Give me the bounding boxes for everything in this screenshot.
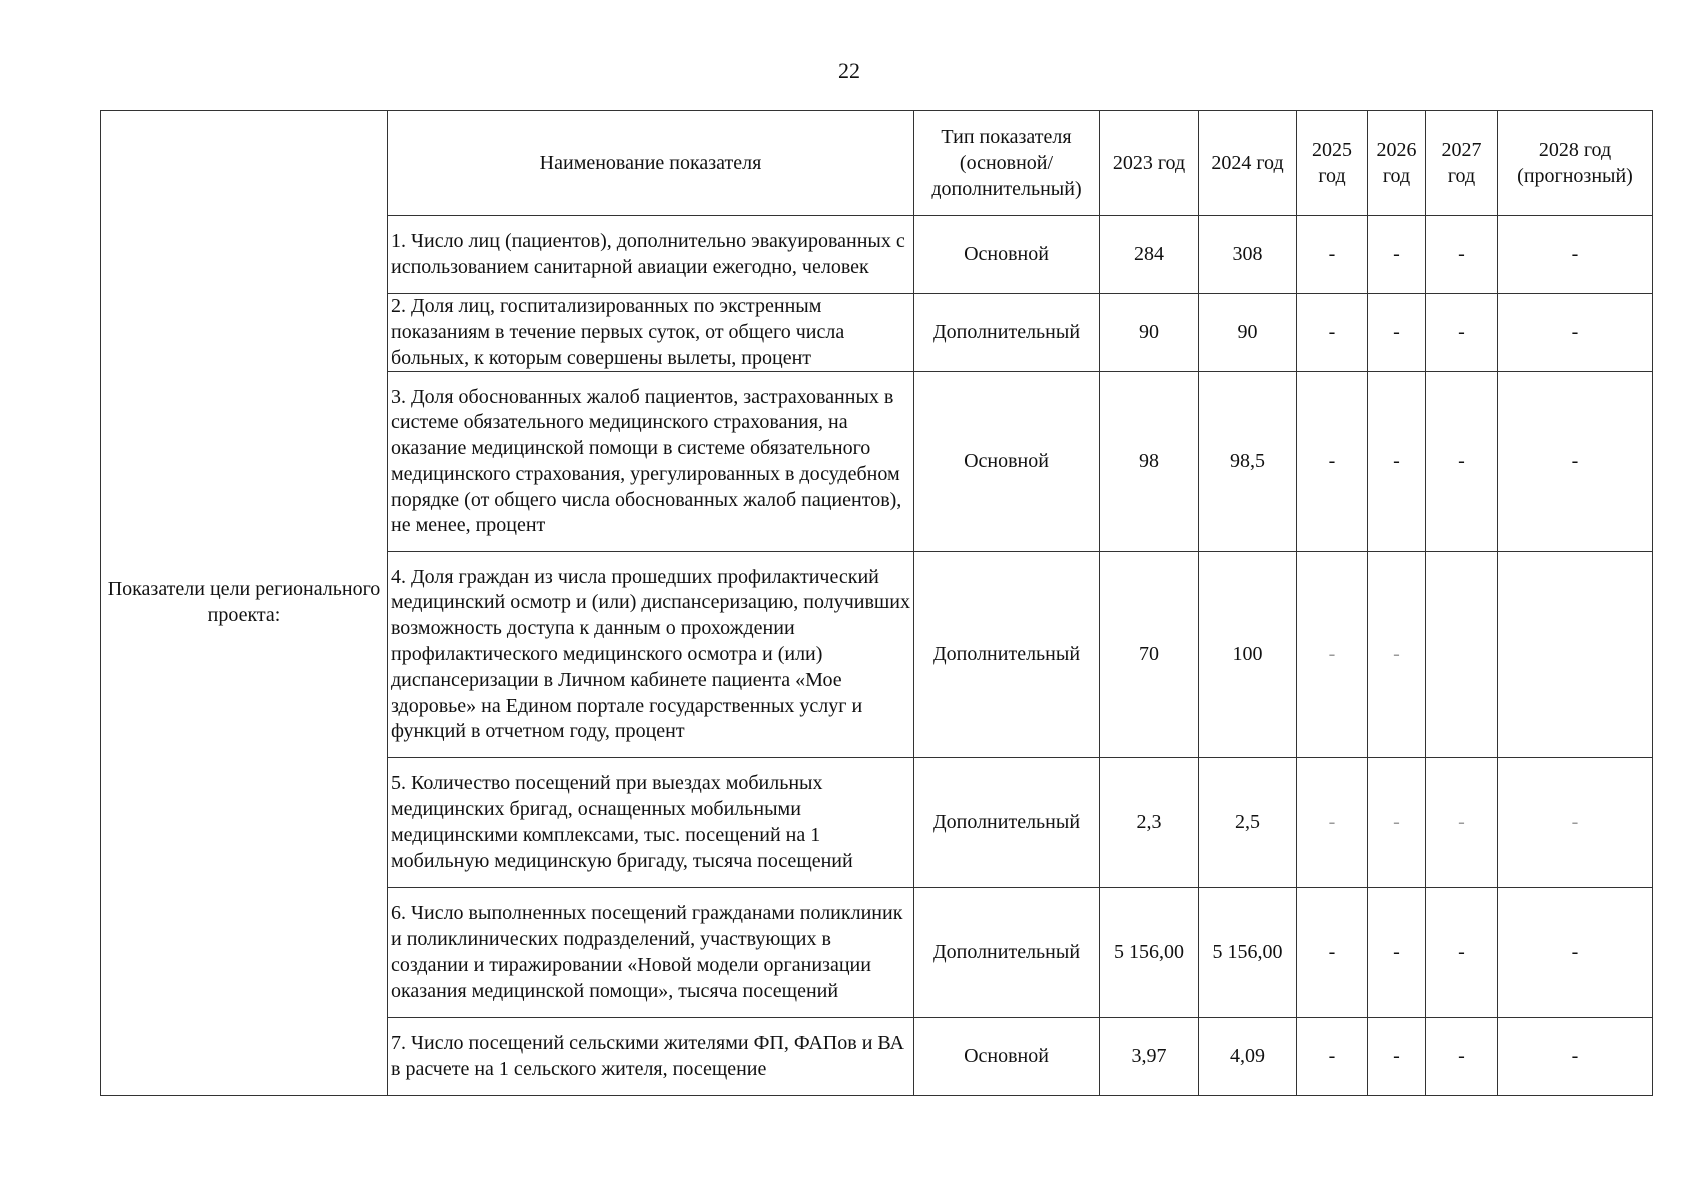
value-2024: 5 156,00 bbox=[1199, 888, 1297, 1018]
value-2025: - bbox=[1297, 216, 1368, 294]
indicator-type: Основной bbox=[914, 216, 1100, 294]
header-2023: 2023 год bbox=[1100, 111, 1199, 216]
value-2028: - bbox=[1498, 888, 1653, 1018]
value-2024: 2,5 bbox=[1199, 758, 1297, 888]
value-2028: - bbox=[1498, 1018, 1653, 1096]
indicator-name: 1. Число лиц (пациентов), дополнительно эвакуированных с использованием санитарной авиации ежегодно, человек bbox=[388, 216, 914, 294]
value-2026: - bbox=[1368, 758, 1426, 888]
value-2027: - bbox=[1426, 294, 1498, 372]
value-2025: - bbox=[1297, 294, 1368, 372]
value-2027: - bbox=[1426, 758, 1498, 888]
value-2024: 90 bbox=[1199, 294, 1297, 372]
value-2026: - bbox=[1368, 552, 1426, 758]
value-2024: 4,09 bbox=[1199, 1018, 1297, 1096]
indicator-name: 7. Число посещений сельскими жителями ФП, ФАПов и ВА в расчете на 1 сельского жителя, посещение bbox=[388, 1018, 914, 1096]
indicator-type: Дополнительный bbox=[914, 888, 1100, 1018]
indicators-table bbox=[100, 110, 1653, 1096]
value-2025: - bbox=[1297, 888, 1368, 1018]
value-2023: 284 bbox=[1100, 216, 1199, 294]
value-2023: 2,3 bbox=[1100, 758, 1199, 888]
value-2023: 5 156,00 bbox=[1100, 888, 1199, 1018]
indicator-name: 5. Количество посещений при выездах мобильных медицинских бригад, оснащенных мобильными медицинскими комплексами, тыс. посещений на 1 мобильную медицинскую бригаду, тысяча посещений bbox=[388, 758, 914, 888]
value-2025: - bbox=[1297, 1018, 1368, 1096]
header-2028: 2028 год (прогнозный) bbox=[1498, 111, 1653, 216]
value-2024: 308 bbox=[1199, 216, 1297, 294]
value-2023: 98 bbox=[1100, 372, 1199, 552]
indicator-type: Дополнительный bbox=[914, 758, 1100, 888]
header-2024: 2024 год bbox=[1199, 111, 1297, 216]
value-2028: - bbox=[1498, 372, 1653, 552]
value-2025: - bbox=[1297, 758, 1368, 888]
value-2025: - bbox=[1297, 372, 1368, 552]
value-2027: - bbox=[1426, 372, 1498, 552]
side-label: Показатели цели регионального проекта: bbox=[101, 111, 388, 1096]
value-2026: - bbox=[1368, 372, 1426, 552]
value-2023: 70 bbox=[1100, 552, 1199, 758]
indicator-name: 4. Доля граждан из числа прошедших профилактический медицинский осмотр и (или) диспансеризацию, получивших возможность доступа к данным о прохождении профилактического медицинского осмотра и (или) диспансеризации в Личном кабинете пациента «Мое здоровье» на Едином портале государственных услуг и функций в отчетном году, процент bbox=[388, 552, 914, 758]
value-2024: 98,5 bbox=[1199, 372, 1297, 552]
value-2027: - bbox=[1426, 1018, 1498, 1096]
page-number: 22 bbox=[838, 58, 860, 83]
value-2027 bbox=[1426, 552, 1498, 758]
value-2028: - bbox=[1498, 758, 1653, 888]
value-2028: - bbox=[1498, 294, 1653, 372]
indicator-name: 6. Число выполненных посещений гражданами поликлиник и поликлинических подразделений, участвующих в создании и тиражировании «Новой модели организации оказания медицинской помощи», тысяча посещений bbox=[388, 888, 914, 1018]
header-2025: 2025 год bbox=[1297, 111, 1368, 216]
value-2026: - bbox=[1368, 216, 1426, 294]
indicator-type: Дополнительный bbox=[914, 552, 1100, 758]
value-2026: - bbox=[1368, 294, 1426, 372]
header-2027: 2027 год bbox=[1426, 111, 1498, 216]
value-2026: - bbox=[1368, 1018, 1426, 1096]
indicator-name: 2. Доля лиц, госпитализированных по экстренным показаниям в течение первых суток, от общего числа больных, к которым совершены вылеты, процент bbox=[388, 294, 914, 372]
value-2028 bbox=[1498, 552, 1653, 758]
header-name: Наименование показателя bbox=[388, 111, 914, 216]
value-2027: - bbox=[1426, 888, 1498, 1018]
indicator-type: Дополнительный bbox=[914, 294, 1100, 372]
value-2023: 3,97 bbox=[1100, 1018, 1199, 1096]
value-2023: 90 bbox=[1100, 294, 1199, 372]
indicator-name: 3. Доля обоснованных жалоб пациентов, застрахованных в системе обязательного медицинского страхования, на оказание медицинской помощи в системе обязательного медицинского страхования, урегулированных в досудебном порядке (от общего числа обоснованных жалоб пациентов), не менее, процент bbox=[388, 372, 914, 552]
value-2024: 100 bbox=[1199, 552, 1297, 758]
header-2026: 2026 год bbox=[1368, 111, 1426, 216]
indicator-type: Основной bbox=[914, 1018, 1100, 1096]
value-2027: - bbox=[1426, 216, 1498, 294]
value-2028: - bbox=[1498, 216, 1653, 294]
header-row bbox=[101, 111, 1653, 216]
header-type: Тип показателя (основной/ дополнительный) bbox=[914, 111, 1100, 216]
indicator-type: Основной bbox=[914, 372, 1100, 552]
value-2026: - bbox=[1368, 888, 1426, 1018]
value-2025: - bbox=[1297, 552, 1368, 758]
